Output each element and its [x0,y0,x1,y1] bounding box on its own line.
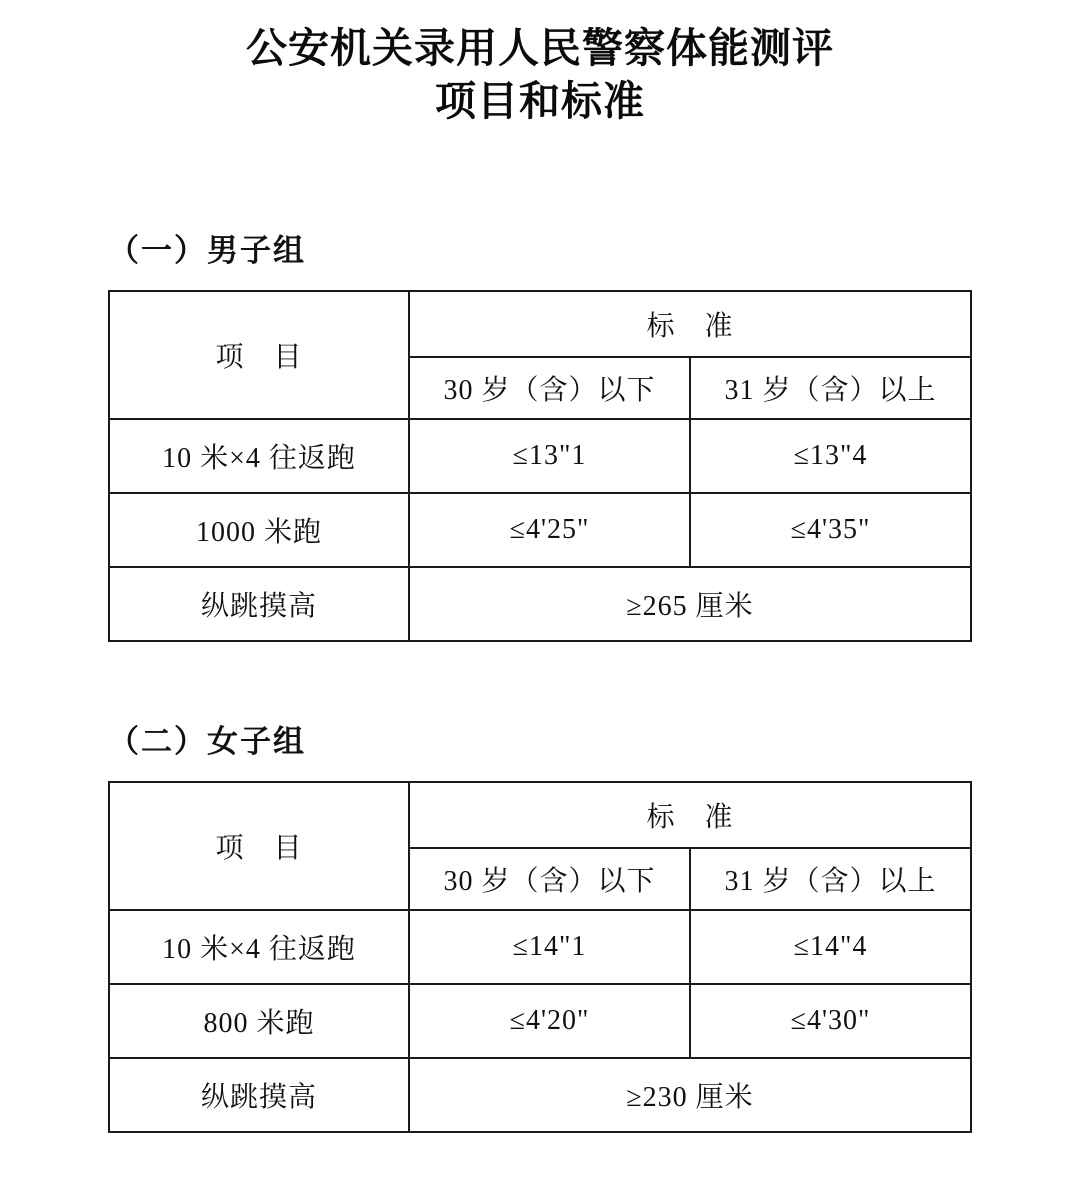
table-row [109,984,971,1058]
cell-value-merged: ≥265 厘米 [409,567,971,641]
table-row [109,910,971,984]
header-cell-item: 项 目 [109,782,409,910]
cell-item-name: 10 米×4 往返跑 [109,419,409,493]
cell-value-age-2: ≤14"4 [690,910,971,984]
standards-table-male [108,290,972,642]
cell-item-name: 10 米×4 往返跑 [109,910,409,984]
section-heading-female: （二）女子组 [108,723,306,759]
heading-table-spacer [0,761,1080,781]
cell-value-age-1: ≤14"1 [409,910,690,984]
section-male-group [0,225,1080,642]
cell-value-age-1: ≤13"1 [409,419,690,493]
section-female-group [0,716,1080,1133]
cell-value-age-1: ≤4'25" [409,493,690,567]
title-spacer [0,129,1080,225]
table-row [109,419,971,493]
header-cell-age-group-1: 30 岁（含）以下 [409,357,690,419]
table-wrap-female [108,781,972,1133]
standards-table-female [108,781,972,1133]
table-row [109,1058,971,1132]
table-row [109,782,971,848]
header-cell-age-group-1: 30 岁（含）以下 [409,848,690,910]
cell-item-name: 纵跳摸高 [109,567,409,641]
heading-table-spacer [0,270,1080,290]
cell-value-age-2: ≤4'30" [690,984,971,1058]
cell-item-name: 纵跳摸高 [109,1058,409,1132]
table-row [109,567,971,641]
page-title-line-2: 项目和标准 [435,78,645,125]
table-row [109,493,971,567]
table-row [109,291,971,357]
header-cell-standard: 标 准 [409,291,971,357]
cell-value-age-2: ≤13"4 [690,419,971,493]
cell-value-merged: ≥230 厘米 [409,1058,971,1132]
cell-item-name: 1000 米跑 [109,493,409,567]
section-spacer [0,642,1080,716]
header-cell-age-group-2: 31 岁（含）以上 [690,848,971,910]
cell-item-name: 800 米跑 [109,984,409,1058]
header-cell-age-group-2: 31 岁（含）以上 [690,357,971,419]
header-cell-item: 项 目 [109,291,409,419]
header-cell-standard: 标 准 [409,782,971,848]
page-title [160,22,920,129]
cell-value-age-1: ≤4'20" [409,984,690,1058]
section-heading-male: （一）男子组 [108,232,306,268]
cell-value-age-2: ≤4'35" [690,493,971,567]
page-title-line-1: 公安机关录用人民警察体能测评 [246,25,834,71]
table-wrap-male [108,290,972,642]
